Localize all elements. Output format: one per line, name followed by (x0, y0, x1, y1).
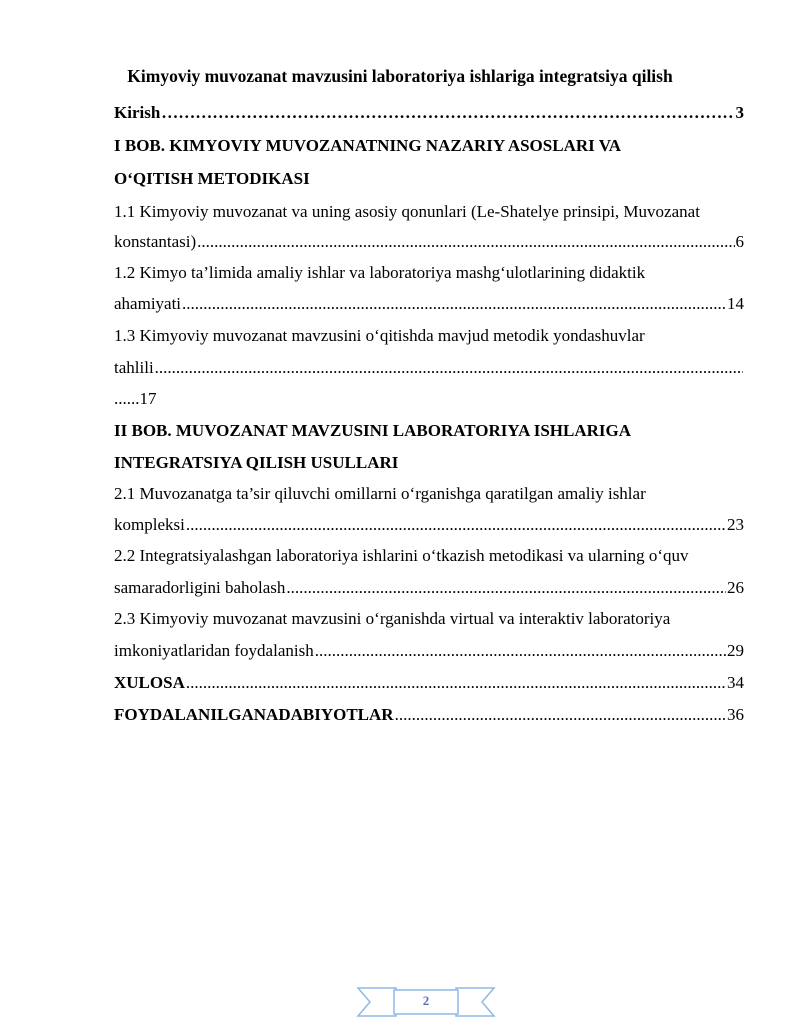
toc-leader (395, 704, 726, 726)
toc-page-number: 14 (727, 294, 744, 313)
toc-label: kompleksi (114, 515, 185, 534)
toc-leader (197, 231, 734, 253)
toc-leader (186, 514, 726, 536)
toc-section-1-2[interactable]: 1.2 Kimyo ta’limida amaliy ishlar va laboratoriya mashg‘ulotlarining didaktik (114, 263, 646, 282)
toc-page-number: 6 (735, 232, 744, 251)
toc-chapter-1-heading[interactable]: I BOB. KIMYOVIY MUVOZANATNING NAZARIY ASOSLARI VA (114, 136, 622, 155)
toc-leader (155, 357, 743, 379)
toc-section-2-1-cont[interactable] (114, 514, 744, 536)
toc-leader (286, 577, 726, 599)
toc-section-1-3-cont[interactable] (114, 357, 744, 379)
page-number-footer (356, 984, 496, 1020)
toc-section-1-3[interactable]: 1.3 Kimyoviy muvozanat mavzusini o‘qitishda mavjud metodik yondashuvlar (114, 326, 645, 345)
toc-section-2-2-cont[interactable] (114, 577, 744, 599)
toc-page-number: 26 (727, 578, 744, 597)
toc-leader (315, 640, 726, 662)
toc-entry-references[interactable] (114, 704, 744, 726)
toc-entry-conclusion[interactable] (114, 672, 744, 694)
toc-section-1-2-cont[interactable] (114, 293, 744, 315)
toc-section-2-3-cont[interactable] (114, 640, 744, 662)
toc-label: samaradorligini baholash (114, 578, 286, 597)
toc-section-2-3[interactable]: 2.3 Kimyoviy muvozanat mavzusini o‘rganishda virtual va interaktiv laboratoriya (114, 609, 671, 628)
toc-page-number: 3 (735, 103, 744, 122)
toc-section-1-1-cont[interactable] (114, 231, 744, 253)
document-title: Kimyoviy muvozanat mavzusini laboratoriya ishlariga integratsiya qilish (127, 66, 673, 86)
toc-section-1-3-page[interactable]: ......17 (114, 389, 157, 408)
toc-section-2-2[interactable]: 2.2 Integratsiyalashgan laboratoriya ishlarini o‘tkazish metodikasi va ularning o‘quv (114, 546, 689, 565)
toc-page-number: 34 (727, 673, 744, 692)
toc-leader (182, 293, 726, 315)
toc-label: konstantasi) (114, 232, 197, 251)
toc-leader (186, 672, 726, 694)
toc-page-number: 23 (727, 515, 744, 534)
toc-leader (161, 102, 734, 124)
toc-chapter-1-heading-cont[interactable]: O‘QITISH METODIKASI (114, 169, 310, 188)
toc-label: XULOSA (114, 673, 185, 692)
toc-chapter-2-heading[interactable]: II BOB. MUVOZANAT MAVZUSINI LABORATORIYA ISHLARIGA (114, 421, 632, 440)
toc-label: tahlili (114, 358, 154, 377)
toc-label: FOYDALANILGANADABIYOTLAR (114, 705, 394, 724)
toc-section-1-1[interactable]: 1.1 Kimyoviy muvozanat va uning asosiy qonunlari (Le-Shatelye prinsipi, Muvozanat (114, 202, 700, 221)
toc-page-number: 29 (727, 641, 744, 660)
page-number: 2 (422, 993, 430, 1008)
toc-entry-intro[interactable] (114, 102, 744, 124)
toc-label: ahamiyati (114, 294, 182, 313)
toc-label: Kirish (114, 103, 161, 122)
toc-section-2-1[interactable]: 2.1 Muvozanatga ta’sir qiluvchi omillarni o‘rganishga qaratilgan amaliy ishlar (114, 484, 646, 503)
toc-label: imkoniyatlaridan foydalanish (114, 641, 314, 660)
toc-page-number: 36 (727, 705, 744, 724)
toc-chapter-2-heading-cont[interactable]: INTEGRATSIYA QILISH USULLARI (114, 453, 399, 472)
